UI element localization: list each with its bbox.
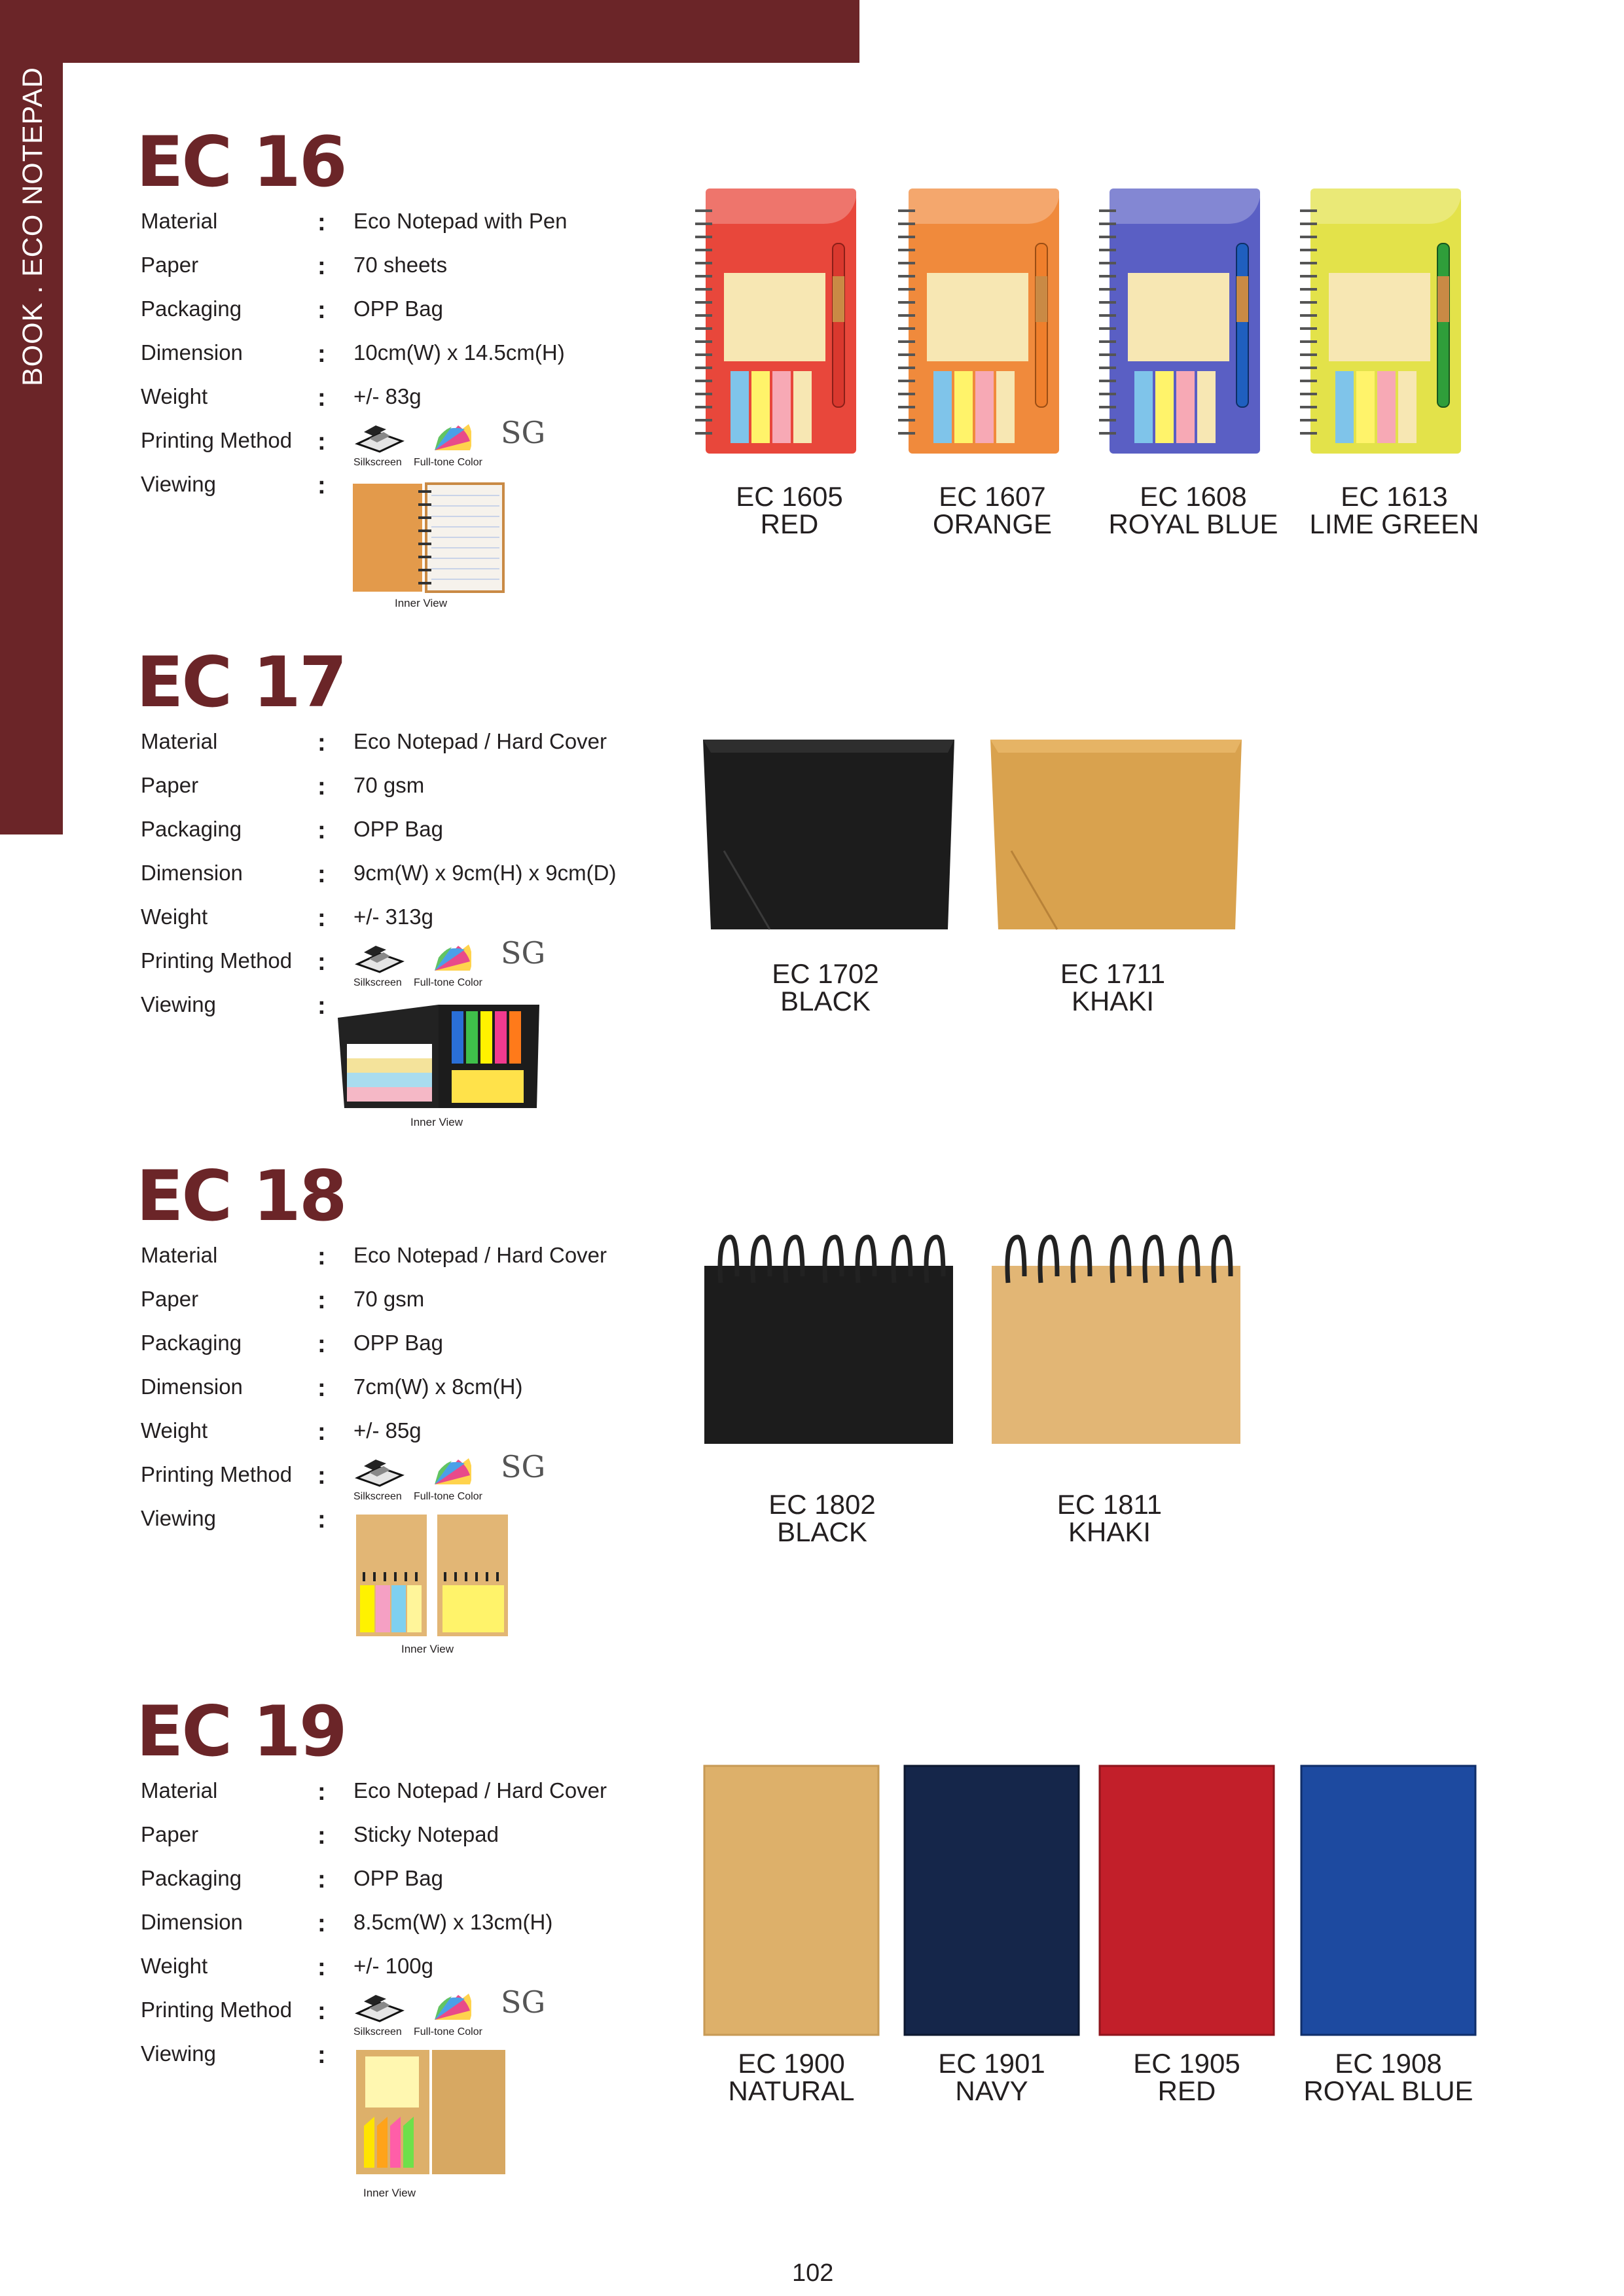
spec-value: OPP Bag: [353, 817, 443, 841]
product-code-title: EC 18: [136, 1156, 346, 1236]
product-caption: [887, 2050, 1096, 2105]
product-code-title: EC 19: [136, 1691, 346, 1772]
inner-view-spiral-pads: [353, 1512, 511, 1643]
spec-value: 7cm(W) x 8cm(H): [353, 1374, 523, 1399]
silkscreen-label: Silkscreen: [353, 1491, 402, 1502]
product-caption: [721, 960, 930, 1015]
inner-view-open-booklet: [353, 2047, 511, 2178]
inner-view-caption: Inner View: [401, 1643, 454, 1655]
spec-value: +/- 83g: [353, 384, 422, 408]
product-color: KHAKI: [1068, 1516, 1151, 1547]
top-header-bar: [0, 0, 859, 63]
full-tone-color-icon: [432, 1456, 471, 1486]
product-color: ROYAL BLUE: [1303, 2075, 1473, 2106]
spec-value: OPP Bag: [353, 296, 443, 321]
inner-view-notepad: [350, 481, 507, 596]
product-code: EC 1811: [1056, 1489, 1163, 1520]
product-color: RED: [760, 509, 819, 539]
silkscreen-icon: [353, 1988, 406, 2022]
spiral-notepad-with-pen-image: [1096, 185, 1286, 459]
product-color: KHAKI: [1071, 986, 1155, 1016]
product-code: EC 1802: [768, 1489, 876, 1520]
silkscreen-label: Silkscreen: [353, 457, 402, 468]
spec-value: OPP Bag: [353, 1331, 443, 1355]
full-tone-color-icon: [432, 942, 471, 972]
sg-icon: SG: [501, 1449, 546, 1484]
sg-icon: SG: [501, 415, 546, 450]
spec-value: 70 sheets: [353, 253, 448, 277]
full-tone-label: Full-tone Color: [414, 2026, 482, 2037]
spec-value: +/- 100g: [353, 1954, 434, 1978]
product-color: NATURAL: [728, 2075, 855, 2106]
silkscreen-label: Silkscreen: [353, 2026, 402, 2037]
product-caption: [1284, 2050, 1493, 2105]
silkscreen-icon: [353, 939, 406, 973]
spec-value: 9cm(W) x 9cm(H) x 9cm(D): [353, 861, 617, 885]
printing-methods: [353, 1449, 550, 1505]
full-tone-label: Full-tone Color: [414, 977, 482, 988]
product-code-title: EC 17: [136, 642, 346, 723]
product-code: EC 1711: [1060, 958, 1166, 989]
product-ec1608: [1096, 185, 1286, 539]
product-caption: [1005, 1491, 1214, 1546]
product-code: EC 1900: [738, 2048, 845, 2079]
booklet-cover-image: [1098, 1765, 1275, 2036]
product-color: ORANGE: [932, 509, 1053, 539]
inner-view-caption: Inner View: [395, 597, 448, 609]
category-label: BOOK . ECO NOTEPAD: [17, 67, 48, 386]
product-caption: [1008, 960, 1218, 1015]
product-ec1802: [698, 1224, 960, 1547]
spec-value: OPP Bag: [353, 1866, 443, 1890]
product-ec1613: [1297, 185, 1487, 539]
product-code: EC 1607: [939, 481, 1046, 512]
silkscreen-icon: [353, 419, 406, 453]
product-color: RED: [1157, 2075, 1216, 2106]
spiral-notepad-with-pen-image: [1297, 185, 1487, 459]
spec-value: Eco Notepad / Hard Cover: [353, 729, 607, 753]
inner-view-cube: [334, 998, 543, 1113]
spec-value: +/- 313g: [353, 905, 434, 929]
product-code: EC 1605: [736, 481, 843, 512]
product-code: EC 1901: [938, 2048, 1045, 2079]
sg-icon: SG: [501, 1984, 546, 2020]
inner-view-caption: Inner View: [363, 2187, 416, 2199]
product-ec1711: [985, 733, 1247, 1016]
spiral-pad-image: [985, 1224, 1247, 1446]
booklet-cover-image: [903, 1765, 1080, 2036]
printing-methods: [353, 415, 550, 471]
page-number: 102: [792, 2259, 834, 2287]
product-color: LIME GREEN: [1309, 509, 1479, 539]
product-caption: [685, 483, 894, 538]
product-ec1605: [693, 185, 882, 539]
spec-value: Eco Notepad / Hard Cover: [353, 1243, 607, 1267]
spec-value: 10cm(W) x 14.5cm(H): [353, 340, 565, 365]
inner-view-image: [353, 2047, 511, 2199]
inner-view-image: [334, 998, 543, 1128]
spec-value: 8.5cm(W) x 13cm(H): [353, 1910, 553, 1934]
product-ec1900: [703, 1765, 880, 2106]
spec-value: Eco Notepad with Pen: [353, 209, 568, 233]
product-ec1908: [1300, 1765, 1477, 2106]
product-caption: [1290, 483, 1499, 538]
spec-value: Eco Notepad / Hard Cover: [353, 1778, 607, 1803]
full-tone-label: Full-tone Color: [414, 1491, 482, 1502]
product-ec1607: [895, 185, 1085, 539]
product-ec1811: [985, 1224, 1247, 1547]
cube-notepad-image: [698, 733, 960, 936]
printing-methods: [353, 935, 550, 992]
product-color: BLACK: [780, 986, 871, 1016]
product-color: NAVY: [955, 2075, 1028, 2106]
product-ec1905: [1098, 1765, 1275, 2106]
spiral-notepad-with-pen-image: [693, 185, 882, 459]
printing-methods: [353, 1984, 550, 2041]
inner-view-caption: Inner View: [410, 1116, 463, 1128]
spec-value: 70 gsm: [353, 1287, 425, 1311]
product-caption: [1089, 483, 1298, 538]
inner-view-image: [350, 481, 507, 609]
product-code: EC 1613: [1341, 481, 1448, 512]
sg-icon: SG: [501, 935, 546, 971]
product-caption: [888, 483, 1097, 538]
product-code: EC 1908: [1335, 2048, 1442, 2079]
full-tone-color-icon: [432, 1991, 471, 2021]
product-code: EC 1702: [772, 958, 879, 989]
cube-notepad-image: [985, 733, 1247, 936]
product-caption: [717, 1491, 927, 1546]
product-color: ROYAL BLUE: [1108, 509, 1278, 539]
spec-value: Sticky Notepad: [353, 1822, 499, 1846]
product-caption: [687, 2050, 896, 2105]
booklet-cover-image: [703, 1765, 880, 2036]
spiral-pad-image: [698, 1224, 960, 1446]
spec-value: +/- 85g: [353, 1418, 422, 1443]
product-ec1702: [698, 733, 960, 1016]
side-category-bar: [0, 0, 63, 834]
full-tone-color-icon: [432, 422, 471, 452]
silkscreen-label: Silkscreen: [353, 977, 402, 988]
full-tone-label: Full-tone Color: [414, 457, 482, 468]
product-code: EC 1905: [1133, 2048, 1240, 2079]
inner-view-image: [353, 1512, 511, 1655]
silkscreen-icon: [353, 1453, 406, 1487]
product-code: EC 1608: [1140, 481, 1247, 512]
product-color: BLACK: [777, 1516, 867, 1547]
product-code-title: EC 16: [136, 122, 346, 202]
product-ec1901: [903, 1765, 1080, 2106]
booklet-cover-image: [1300, 1765, 1477, 2036]
spec-value: 70 gsm: [353, 773, 425, 797]
product-caption: [1082, 2050, 1291, 2105]
spiral-notepad-with-pen-image: [895, 185, 1085, 459]
